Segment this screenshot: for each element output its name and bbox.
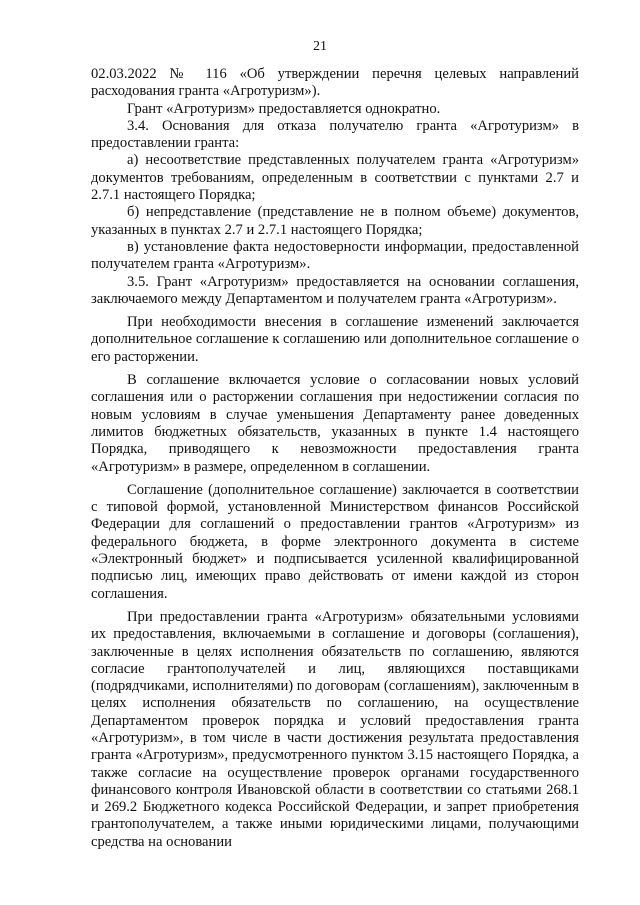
paragraph-agreement-form: Соглашение (дополнительное соглашение) заключается в соответствии с типовой формой, установленной Министерством финансов Российской Федерации для соглашений о предоставлении грантов «Агротуризм» из федерального бюджета, в форме электронного документа в системе «Электронный бюджет» и подписывается усиленной квалифицированной подписью лиц, имеющих право действовать от имени каждой из сторон соглашения.: [91, 481, 579, 602]
paragraph-continuation: 02.03.2022 № 116 «Об утверждении перечня целевых направлений расходования гранта «Агротуризм»).: [91, 66, 579, 100]
list-item-v: в) установление факта недостоверности информации, предоставленной получателем гранта «Агротуризм».: [91, 238, 579, 273]
document-body: [91, 66, 579, 857]
paragraph-agreement-condition: В соглашение включается условие о согласовании новых условий соглашения или о расторжении соглашения при недостижении согласия по новым условиям в случае уменьшения Департаменту ранее доведенных лимитов бюджетных обязательств, указанных в пункте 1.4 настоящего Порядка, приводящего к невозможности предоставления гранта «Агротуризм» в размере, определенном в соглашении.: [91, 372, 579, 475]
page-number: 21: [313, 39, 327, 54]
paragraph-amendment: При необходимости внесения в соглашение изменений заключается дополнительное соглашение к соглашению или дополнительное соглашение о его расторжении.: [91, 314, 579, 365]
paragraph-mandatory-conditions: При предоставлении гранта «Агротуризм» обязательными условиями их предоставления, включаемыми в соглашение и договоры (соглашения), заключенные в целях исполнения обязательств по соглашению, являются согласие грантополучателей и лиц, являющихся поставщиками (подрядчиками, исполнителями) по договорам (соглашениям), заключенным в целях исполнения обязательств по соглашению, на осуществление Департаментом проверок порядка и условий предоставления гранта «Агротуризм», в том числе в части достижения результата предоставления гранта «Агротуризм», предусмотренного пунктом 3.15 настоящего Порядка, а также согласие на осуществление проверок органами государственного финансового контроля Ивановской области в соответствии со статьями 268.1 и 269.2 Бюджетного кодекса Российской Федерации, и запрет приобретения грантополучателем, а также иными юридическими лицами, получающими средства на основании: [91, 608, 579, 850]
paragraph-3-5: 3.5. Грант «Агротуризм» предоставляется на основании соглашения, заключаемого между Департаментом и получателем гранта «Агротуризм».: [91, 273, 579, 307]
list-item-b: б) непредставление (представление не в полном объеме) документов, указанных в пунктах 2.7 и 2.7.1 настоящего Порядка;: [91, 204, 579, 238]
paragraph-3-4: 3.4. Основания для отказа получателю гранта «Агротуризм» в предоставлении гранта:: [91, 117, 579, 152]
paragraph-grant-once: Грант «Агротуризм» предоставляется однократно.: [127, 100, 441, 117]
list-item-a: а) несоответствие представленных получателем гранта «Агротуризм» документов требованиям, определенным в соответствии с пунктами 2.7 и 2.7.1 настоящего Порядка;: [91, 152, 579, 204]
